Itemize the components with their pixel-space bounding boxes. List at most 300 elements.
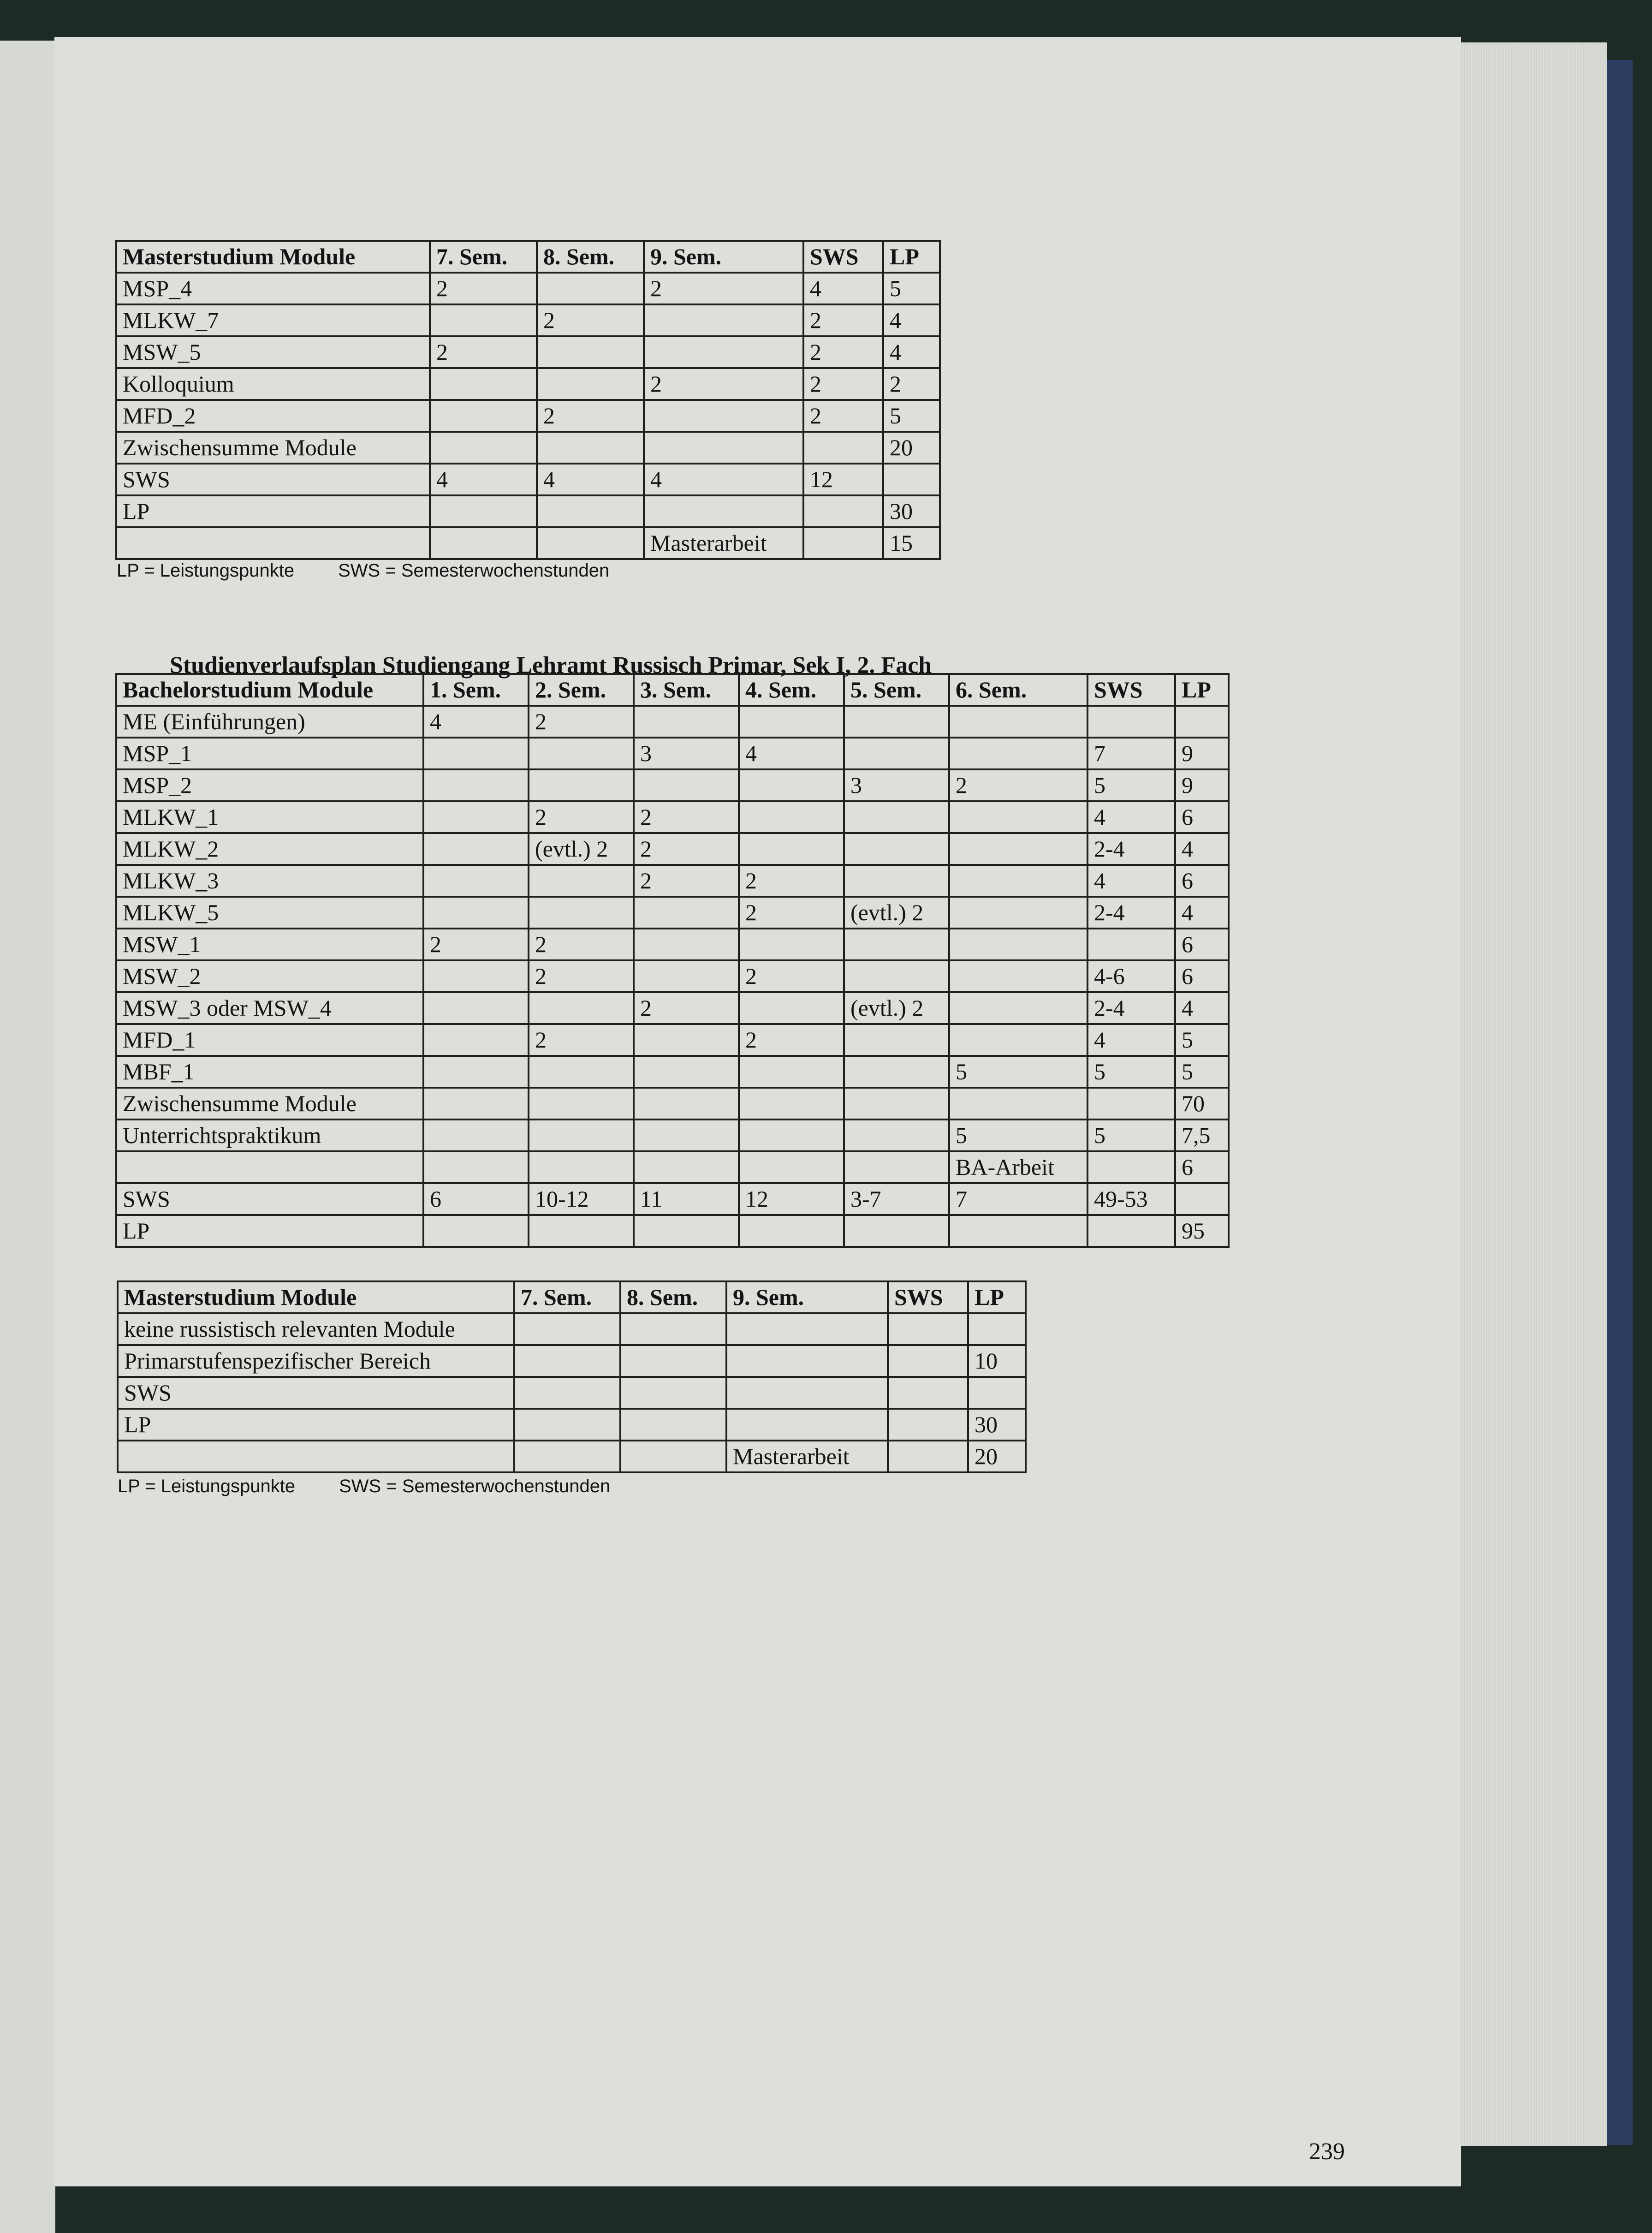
table-cell: LP xyxy=(116,1215,423,1247)
table-cell xyxy=(529,738,634,769)
table-cell: 2-4 xyxy=(1087,897,1175,929)
legend-lp: LP = Leistungspunkte xyxy=(117,560,295,581)
table-row xyxy=(116,1088,1229,1119)
table-cell: 4 xyxy=(1087,865,1175,897)
table-cell: 2 xyxy=(529,801,634,833)
column-header: LP xyxy=(883,241,940,273)
legend-sws: SWS = Semesterwochenstunden xyxy=(338,560,610,581)
table-row xyxy=(118,1441,1026,1472)
table-cell: SWS xyxy=(116,464,430,495)
table-cell: 4 xyxy=(1175,897,1229,929)
table-cell: 2 xyxy=(634,801,739,833)
table-row xyxy=(116,336,940,368)
table-cell: 2 xyxy=(949,769,1087,801)
table-cell xyxy=(949,960,1087,992)
table-cell: 30 xyxy=(883,495,940,527)
table-cell: 2 xyxy=(529,1024,634,1056)
table-cell xyxy=(739,769,844,801)
table-row xyxy=(118,1313,1026,1345)
table-row xyxy=(118,1409,1026,1441)
table-cell: 2 xyxy=(803,400,883,432)
column-header: Masterstudium Module xyxy=(116,241,430,273)
table-cell xyxy=(529,992,634,1024)
table-cell xyxy=(537,336,644,368)
table-cell xyxy=(888,1441,968,1472)
table-cell xyxy=(423,1088,529,1119)
table-cell xyxy=(949,801,1087,833)
table-cell xyxy=(537,273,644,304)
table-row xyxy=(116,706,1229,738)
table-row xyxy=(116,801,1229,833)
table-cell: 2 xyxy=(644,273,803,304)
table-cell: 12 xyxy=(739,1183,844,1215)
table-row xyxy=(116,432,940,464)
table-cell: MSW_1 xyxy=(116,929,423,960)
table-row xyxy=(116,400,940,432)
table-row xyxy=(116,833,1229,865)
column-header: 5. Sem. xyxy=(844,674,949,706)
table-cell: 4 xyxy=(883,336,940,368)
column-header: 3. Sem. xyxy=(634,674,739,706)
table-row xyxy=(116,929,1229,960)
table-row xyxy=(116,960,1229,992)
table-row xyxy=(116,1024,1229,1056)
column-header: 7. Sem. xyxy=(514,1281,620,1313)
table-cell: Primarstufenspezifischer Bereich xyxy=(118,1345,514,1377)
column-header: LP xyxy=(1175,674,1229,706)
column-header: 8. Sem. xyxy=(537,241,644,273)
table-row xyxy=(116,1151,1229,1183)
table-cell xyxy=(844,738,949,769)
table-cell: MSP_4 xyxy=(116,273,430,304)
table-cell xyxy=(620,1441,726,1472)
header-row xyxy=(118,1281,1026,1313)
table-cell: (evtl.) 2 xyxy=(529,833,634,865)
table-cell: 2 xyxy=(423,929,529,960)
table-row xyxy=(116,273,940,304)
table-cell: 2 xyxy=(537,304,644,336)
table-cell: MSW_3 oder MSW_4 xyxy=(116,992,423,1024)
table-cell xyxy=(726,1345,888,1377)
table-row xyxy=(116,464,940,495)
table-cell: 9 xyxy=(1175,769,1229,801)
table-cell: 5 xyxy=(949,1056,1087,1088)
table-cell xyxy=(423,897,529,929)
table-cell xyxy=(430,495,537,527)
table-cell xyxy=(883,464,940,495)
table-cell xyxy=(739,1151,844,1183)
table-cell xyxy=(968,1377,1026,1409)
table-cell xyxy=(803,495,883,527)
table-cell: 49-53 xyxy=(1087,1183,1175,1215)
table-cell: 2-4 xyxy=(1087,833,1175,865)
table-cell: 2 xyxy=(430,336,537,368)
table-cell: 11 xyxy=(634,1183,739,1215)
table-cell: 2 xyxy=(634,992,739,1024)
table-cell xyxy=(620,1345,726,1377)
table-row xyxy=(116,1215,1229,1247)
table-cell: 4 xyxy=(1175,992,1229,1024)
table-row xyxy=(116,769,1229,801)
table-cell xyxy=(949,738,1087,769)
table-cell: 3 xyxy=(844,769,949,801)
table-cell xyxy=(423,1056,529,1088)
table-cell: Zwischensumme Module xyxy=(116,1088,423,1119)
table-cell: Masterarbeit xyxy=(726,1441,888,1472)
table-cell xyxy=(968,1313,1026,1345)
table-cell xyxy=(888,1377,968,1409)
table-cell: 2 xyxy=(739,865,844,897)
table-cell xyxy=(739,992,844,1024)
table-cell: 6 xyxy=(1175,929,1229,960)
table-cell: 2 xyxy=(803,368,883,400)
table-cell: MLKW_3 xyxy=(116,865,423,897)
table-cell: 5 xyxy=(1087,1056,1175,1088)
table-cell xyxy=(620,1377,726,1409)
book-page xyxy=(54,37,1461,2186)
table-cell xyxy=(529,897,634,929)
table-cell xyxy=(634,960,739,992)
table-cell xyxy=(529,1056,634,1088)
table-cell xyxy=(1175,706,1229,738)
table-cell xyxy=(514,1409,620,1441)
table-cell xyxy=(634,769,739,801)
table-cell: 6 xyxy=(1175,865,1229,897)
table-cell: 15 xyxy=(883,527,940,559)
table-cell: 4-6 xyxy=(1087,960,1175,992)
table-cell: MBF_1 xyxy=(116,1056,423,1088)
table-cell xyxy=(949,706,1087,738)
column-header: LP xyxy=(968,1281,1026,1313)
table-cell: MLKW_2 xyxy=(116,833,423,865)
table-cell xyxy=(949,1215,1087,1247)
table-cell xyxy=(423,738,529,769)
table-cell xyxy=(423,801,529,833)
table-cell: 10-12 xyxy=(529,1183,634,1215)
table-cell: 5 xyxy=(883,273,940,304)
table-cell: 5 xyxy=(949,1119,1087,1151)
table-cell: 2 xyxy=(803,304,883,336)
table-cell: 2 xyxy=(537,400,644,432)
table-cell xyxy=(529,769,634,801)
table-cell: 2 xyxy=(529,960,634,992)
table-cell: (evtl.) 2 xyxy=(844,897,949,929)
table-cell: 2-4 xyxy=(1087,992,1175,1024)
column-header: 6. Sem. xyxy=(949,674,1087,706)
table-row xyxy=(116,897,1229,929)
table-cell xyxy=(1087,1151,1175,1183)
table-cell xyxy=(634,1119,739,1151)
table-cell xyxy=(423,1151,529,1183)
table-row xyxy=(118,1377,1026,1409)
table-cell: MLKW_7 xyxy=(116,304,430,336)
table-cell: 4 xyxy=(1175,833,1229,865)
table-cell: 4 xyxy=(1087,801,1175,833)
legend-1 xyxy=(117,560,609,581)
table-cell: 4 xyxy=(430,464,537,495)
table-cell xyxy=(634,1088,739,1119)
column-header: SWS xyxy=(888,1281,968,1313)
table-cell: 95 xyxy=(1175,1215,1229,1247)
table-cell xyxy=(739,1088,844,1119)
table-cell: 6 xyxy=(1175,960,1229,992)
table-cell xyxy=(949,1088,1087,1119)
table-cell xyxy=(620,1313,726,1345)
table-cell: 7 xyxy=(949,1183,1087,1215)
table-cell xyxy=(620,1409,726,1441)
table-cell xyxy=(634,1215,739,1247)
table-cell: 4 xyxy=(883,304,940,336)
table-cell xyxy=(634,706,739,738)
table-cell xyxy=(529,1215,634,1247)
table-cell: 2 xyxy=(529,929,634,960)
table-cell xyxy=(949,929,1087,960)
table-cell: 7 xyxy=(1087,738,1175,769)
table-cell: BA-Arbeit xyxy=(949,1151,1087,1183)
table-cell: MFD_2 xyxy=(116,400,430,432)
table-cell xyxy=(423,1215,529,1247)
table-cell xyxy=(844,833,949,865)
table-cell: MSW_2 xyxy=(116,960,423,992)
book-cover-edge xyxy=(1607,60,1633,2145)
column-header: SWS xyxy=(1087,674,1175,706)
table-cell: 4 xyxy=(803,273,883,304)
table-cell xyxy=(514,1441,620,1472)
table-cell: 5 xyxy=(883,400,940,432)
table-cell: 9 xyxy=(1175,738,1229,769)
table-row xyxy=(116,865,1229,897)
table-cell xyxy=(634,1056,739,1088)
table-cell: 20 xyxy=(968,1441,1026,1472)
table-cell xyxy=(514,1377,620,1409)
table-cell xyxy=(949,897,1087,929)
table-cell: 5 xyxy=(1087,1119,1175,1151)
table-cell xyxy=(739,1215,844,1247)
table-cell: 6 xyxy=(1175,801,1229,833)
table-cell: 10 xyxy=(968,1345,1026,1377)
table-cell xyxy=(537,527,644,559)
column-header: 1. Sem. xyxy=(423,674,529,706)
table-cell xyxy=(423,865,529,897)
table-cell xyxy=(888,1409,968,1441)
table-cell xyxy=(644,495,803,527)
table-cell: 3 xyxy=(634,738,739,769)
table-cell: 2 xyxy=(644,368,803,400)
table-cell xyxy=(116,1151,423,1183)
table-row xyxy=(116,495,940,527)
table-cell xyxy=(739,929,844,960)
table-cell xyxy=(803,527,883,559)
header-row xyxy=(116,241,940,273)
table-row xyxy=(118,1345,1026,1377)
legend-sws: SWS = Semesterwochenstunden xyxy=(339,1476,611,1496)
table-cell xyxy=(844,1119,949,1151)
table-cell xyxy=(888,1313,968,1345)
page-stack-edge xyxy=(1455,42,1607,2146)
table-row xyxy=(116,992,1229,1024)
table-cell xyxy=(644,336,803,368)
table-cell xyxy=(423,833,529,865)
table-cell: 2 xyxy=(883,368,940,400)
table-cell: 4 xyxy=(1087,1024,1175,1056)
table-cell: Kolloquium xyxy=(116,368,430,400)
table-cell xyxy=(844,706,949,738)
table-cell: ME (Einführungen) xyxy=(116,706,423,738)
bachelor-table xyxy=(115,673,1230,1248)
table-cell xyxy=(1087,706,1175,738)
table-cell xyxy=(844,865,949,897)
table-cell: LP xyxy=(118,1409,514,1441)
header-row xyxy=(116,674,1229,706)
table-cell xyxy=(430,368,537,400)
table-cell: (evtl.) 2 xyxy=(844,992,949,1024)
table-cell: 5 xyxy=(1087,769,1175,801)
table-cell: 4 xyxy=(644,464,803,495)
table-cell: 3-7 xyxy=(844,1183,949,1215)
table-cell xyxy=(739,801,844,833)
table-cell xyxy=(888,1345,968,1377)
table-cell: keine russistisch relevanten Module xyxy=(118,1313,514,1345)
table-cell xyxy=(537,368,644,400)
table-cell xyxy=(739,833,844,865)
table-cell xyxy=(949,992,1087,1024)
page-number: 239 xyxy=(1309,2138,1345,2165)
table-cell xyxy=(844,1056,949,1088)
table-cell xyxy=(430,400,537,432)
table-cell xyxy=(1087,1215,1175,1247)
table-cell: 2 xyxy=(739,960,844,992)
table-cell: 7,5 xyxy=(1175,1119,1229,1151)
table-cell: MSP_1 xyxy=(116,738,423,769)
table-cell: 12 xyxy=(803,464,883,495)
table-cell xyxy=(423,1024,529,1056)
table-cell xyxy=(844,1088,949,1119)
table-cell xyxy=(644,432,803,464)
table-cell: 4 xyxy=(739,738,844,769)
table-row xyxy=(116,1183,1229,1215)
table-row xyxy=(116,1056,1229,1088)
column-header: 9. Sem. xyxy=(644,241,803,273)
table-cell: 20 xyxy=(883,432,940,464)
table-cell: 2 xyxy=(803,336,883,368)
table-cell: 6 xyxy=(1175,1151,1229,1183)
table-cell xyxy=(514,1313,620,1345)
table-cell xyxy=(529,865,634,897)
table-cell xyxy=(430,432,537,464)
column-header: 2. Sem. xyxy=(529,674,634,706)
table-cell xyxy=(803,432,883,464)
table-cell xyxy=(739,706,844,738)
column-header: Bachelorstudium Module xyxy=(116,674,423,706)
column-header: 7. Sem. xyxy=(430,241,537,273)
table-cell: 2 xyxy=(430,273,537,304)
table-cell xyxy=(423,960,529,992)
table-cell: Masterarbeit xyxy=(644,527,803,559)
table-cell xyxy=(634,897,739,929)
table-cell xyxy=(844,1024,949,1056)
table-cell xyxy=(116,527,430,559)
table-cell: 4 xyxy=(537,464,644,495)
table-cell: MLKW_1 xyxy=(116,801,423,833)
table-cell xyxy=(949,833,1087,865)
table-cell xyxy=(949,865,1087,897)
table-row xyxy=(116,304,940,336)
table-cell xyxy=(739,1056,844,1088)
table-cell: MSW_5 xyxy=(116,336,430,368)
column-header: Masterstudium Module xyxy=(118,1281,514,1313)
table-cell xyxy=(1087,1088,1175,1119)
column-header: 8. Sem. xyxy=(620,1281,726,1313)
table-cell xyxy=(844,1215,949,1247)
table-cell: 5 xyxy=(1175,1056,1229,1088)
table-cell xyxy=(423,1119,529,1151)
table-cell xyxy=(949,1024,1087,1056)
table-cell: MSP_2 xyxy=(116,769,423,801)
table-cell: Unterrichtspraktikum xyxy=(116,1119,423,1151)
table-cell xyxy=(529,1119,634,1151)
legend-2 xyxy=(118,1476,610,1497)
table-cell: 4 xyxy=(423,706,529,738)
table-cell: 6 xyxy=(423,1183,529,1215)
table-cell xyxy=(1175,1183,1229,1215)
table-row xyxy=(116,368,940,400)
table-cell xyxy=(430,527,537,559)
table-cell xyxy=(844,1151,949,1183)
table-cell: 2 xyxy=(634,865,739,897)
table-cell: MFD_1 xyxy=(116,1024,423,1056)
table-cell: SWS xyxy=(116,1183,423,1215)
table-cell xyxy=(423,769,529,801)
table-cell: 70 xyxy=(1175,1088,1229,1119)
table-cell xyxy=(529,1088,634,1119)
table-cell: 5 xyxy=(1175,1024,1229,1056)
master-table-1 xyxy=(115,240,941,560)
table-cell xyxy=(514,1345,620,1377)
table-cell xyxy=(537,495,644,527)
column-header: 4. Sem. xyxy=(739,674,844,706)
table-cell: SWS xyxy=(118,1377,514,1409)
table-cell: Zwischensumme Module xyxy=(116,432,430,464)
table-cell xyxy=(634,1024,739,1056)
table-cell xyxy=(423,992,529,1024)
table-cell xyxy=(118,1441,514,1472)
table-cell: 30 xyxy=(968,1409,1026,1441)
table-cell: 2 xyxy=(529,706,634,738)
master-table-2 xyxy=(117,1280,1027,1473)
table-row xyxy=(116,1119,1229,1151)
column-header: SWS xyxy=(803,241,883,273)
table-cell xyxy=(644,304,803,336)
table-cell xyxy=(726,1409,888,1441)
table-row xyxy=(116,527,940,559)
table-cell xyxy=(726,1377,888,1409)
section-heading: Studienverlaufsplan Studiengang Lehramt Russisch Primar, Sek I, 2. Fach xyxy=(170,652,932,679)
table-cell xyxy=(1087,929,1175,960)
table-cell xyxy=(537,432,644,464)
table-cell xyxy=(844,801,949,833)
table-cell xyxy=(430,304,537,336)
table-cell: MLKW_5 xyxy=(116,897,423,929)
table-cell xyxy=(529,1151,634,1183)
table-cell: 2 xyxy=(634,833,739,865)
table-cell xyxy=(726,1313,888,1345)
table-cell xyxy=(634,929,739,960)
column-header: 9. Sem. xyxy=(726,1281,888,1313)
table-cell xyxy=(739,1119,844,1151)
table-cell: 2 xyxy=(739,1024,844,1056)
table-cell xyxy=(844,929,949,960)
table-cell xyxy=(844,960,949,992)
